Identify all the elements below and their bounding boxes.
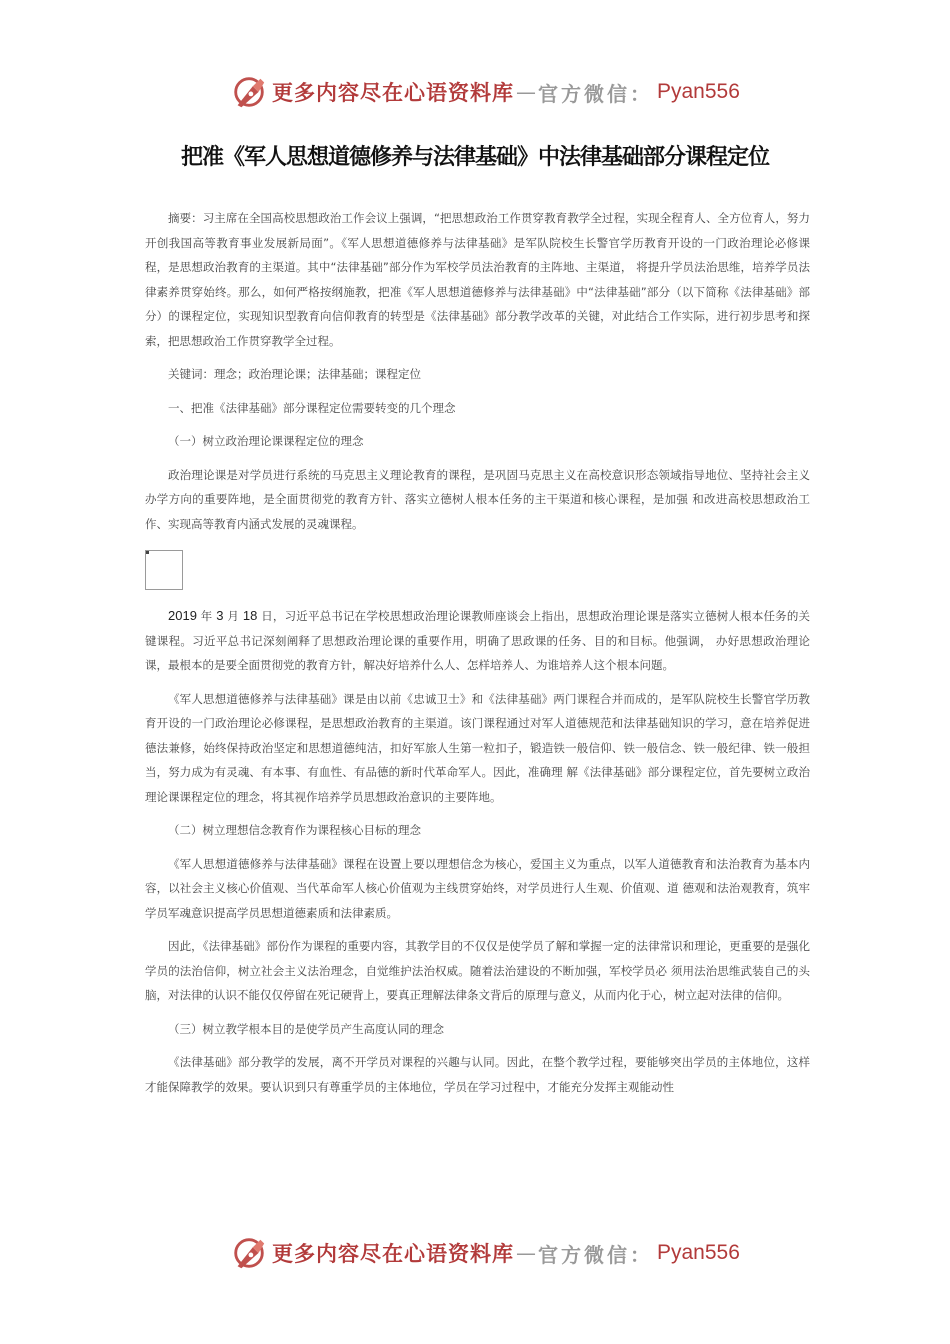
date-paragraph-text: 日，习近平总书记在学校思想政治理论课教师座谈会上指出，思想政治理论课是落实立德树人根本任务的关键课程。习近平总书记深刻阐释了思想政治理论课的重要作用，明确了思政课的任务、目的和目标。他强调， 办好思想政治理论课，最根本的是要全面贯彻党的教育方针，解决好培养什么人、怎样培养人、为谁培养人这个根本问题。 — [145, 609, 811, 672]
subsection-heading-3: （三）树立教学根本目的是使学员产生高度认同的理念 — [168, 1021, 444, 1036]
body-paragraph: 《军人思想道德修养与法律基础》课程在设置上要以理想信念为核心，爱国主义为重点，以军人道德教育和法治教育为基本内容，以社会主义核心价值观、当代革命军人核心价值观为主线贯穿始终，对学员进行人生观、价值观、道 德观和法治观教育，筑牢学员军魂意识提高学员思想道德素质和法律素质。 — [145, 856, 810, 920]
pen-nib-logo-icon — [230, 73, 268, 111]
subsection-heading-1: （一）树立政治理论课课程定位的理念 — [168, 434, 364, 448]
body-paragraph: 《法律基础》部分教学的发展，离不开学员对课程的兴趣与认同。因此，在整个教学过程，要能够突出学员的主体地位，这样才能保障教学的效果。要认识到只有尊重学员的主体地位，学员在学习过程中，才能充分发挥主观能动性 — [145, 1055, 810, 1094]
year-char: 年 — [200, 609, 213, 623]
banner-text-cn: 更多内容尽在心语资料库 — [272, 80, 514, 105]
banner-text-wx: 官方微信： — [538, 1242, 653, 1267]
subsection-heading-2: （二）树立理想信念教育作为课程核心目标的理念 — [168, 823, 421, 837]
banner-dash: — — [516, 1241, 536, 1265]
document-body — [145, 206, 810, 1108]
image-placeholder — [145, 550, 183, 590]
banner-dash: — — [516, 80, 536, 104]
month-number: 3 — [216, 608, 224, 623]
day-number: 18 — [242, 608, 258, 623]
footer-banner — [230, 1233, 740, 1273]
body-paragraph-date — [145, 604, 810, 678]
banner-text-id: Pyan556 — [657, 1241, 740, 1264]
banner-text-cn: 更多内容尽在心语资料库 — [272, 1241, 514, 1266]
header-banner — [230, 72, 740, 112]
section-heading-1: 一、把准《法律基础》部分课程定位需要转变的几个理念 — [168, 400, 456, 415]
banner-text-wx: 官方微信： — [538, 81, 653, 106]
year-number: 2019 — [168, 608, 197, 623]
month-char: 月 — [227, 609, 240, 623]
banner-text-id: Pyan556 — [657, 80, 740, 103]
body-paragraph: 政治理论课是对学员进行系统的马克思主义理论教育的课程，是巩固马克思主义在高校意识形态领域指导地位、坚持社会主义办学方向的重要阵地，是全面贯彻党的教育方针、落实立德树人根本任务的主干渠道和核心课程，是加强 和改进高校思想政治工作、实现高等教育内涵式发展的灵魂课程。 — [145, 467, 810, 531]
abstract-paragraph: 摘要：习主席在全国高校思想政治工作会议上强调，“把思想政治工作贯穿教育教学全过程，实现全程育人、全方位育人，努力开创我国高等教育事业发展新局面”。《军人思想道德修养与法律基础》是军队院校生长警官学历教育开设的一门政治理论必修课程，是思想政治教育的主渠道。其中“法律基础”部分作为军校学员法治教育的主阵地、主渠道， 将提升学员法治思维，培养学员法律素养贯穿始终。那么，如何严格按纲施教，把准《军人思想道德修养与法律基础》中“法律基础”部分（以下简称《法律基础》部分）的课程定位，实现知识型教育向信仰教育的转型是《法律基础》部分教学改革的关键，对此结合工作实际，进行初步思考和探索，把思想政治工作贯穿教学全过程。 — [145, 211, 810, 348]
body-paragraph: 因此，《法律基础》部份作为课程的重要内容，其教学目的不仅仅是使学员了解和掌握一定的法律常识和理论，更重要的是强化学员的法治信仰，树立社会主义法治理念，自觉维护法治权威。随着法治建设的不断加强，军校学员必 须用法治思维武装自己的头脑，对法律的认识不能仅仅停留在死记硬背上，要真正理解法律条文背后的原理与意义，从而内化于心，树立起对法律的信仰。 — [145, 939, 810, 1002]
page-title: 把准《军人思想道德修养与法律基础》中法律基础部分课程定位 — [180, 145, 769, 170]
image-corner-mark — [146, 551, 149, 554]
keywords-line: 关键词：理念；政治理论课；法律基础；课程定位 — [168, 367, 421, 381]
body-paragraph: 《军人思想道德修养与法律基础》课是由以前《忠诚卫士》和《法律基础》两门课程合并而成的，是军队院校生长警官学历教育开设的一门政治理论必修课程，是思想政治教育的主渠道。该门课程通过对军人道德规范和法律基础知识的学习，意在培养促进德法兼修，始终保持政治坚定和思想道德纯洁，扣好军旅人生第一粒扣子，锻造铁一般信仰、铁一般信念、铁一般纪律、铁一般担当，努力成为有灵魂、有本事、有血性、有品德的新时代革命军人。因此，准确理 解《法律基础》部分课程定位，首先要树立政治理论课课程定位的理念，将其视作培养学员思想政治意识的主要阵地。 — [145, 691, 810, 804]
pen-nib-logo-icon — [230, 1234, 268, 1272]
